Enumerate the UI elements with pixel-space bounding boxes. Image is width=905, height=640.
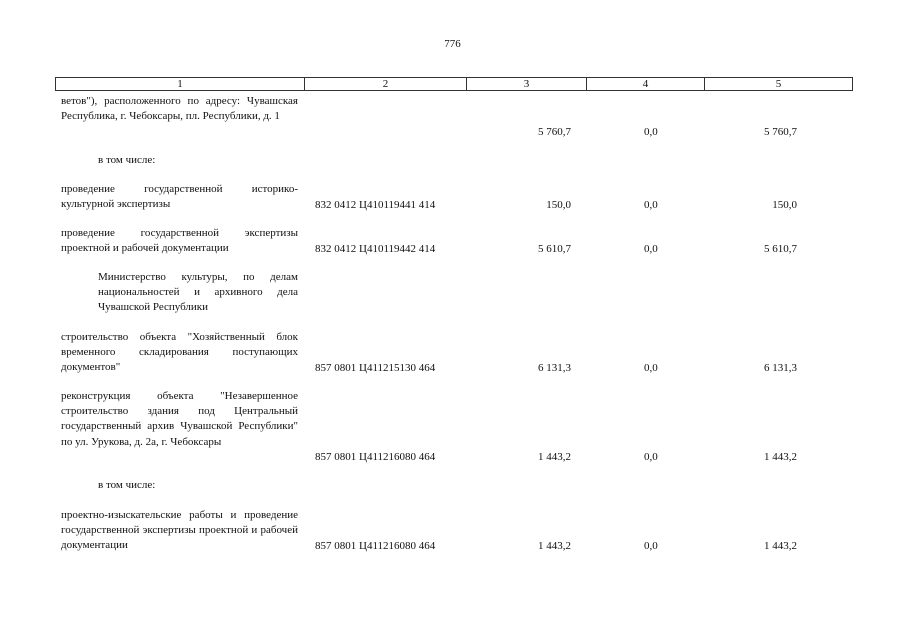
- column-header-2: 2: [304, 78, 466, 90]
- table-row: [0, 153, 905, 168]
- table-row: [0, 389, 905, 465]
- row-description: проведение государственной историко-культурной экспертизы: [61, 183, 298, 211]
- row-description: реконструкция объекта "Незавершенное строительство здания под Центральный государственный архив Чувашской Республики" по ул. Урукова, д. 2а, г. Чебоксары: [61, 390, 298, 448]
- column-header-4: 4: [586, 78, 704, 90]
- row-value-col4: 0,0: [644, 362, 658, 374]
- row-description: проведение государственной экспертизы проектной и рабочей документации: [61, 227, 298, 255]
- row-value-col5: 1 443,2: [764, 451, 797, 463]
- table-row: [0, 330, 905, 376]
- row-value-col4: 0,0: [644, 243, 658, 255]
- row-description: в том числе:: [98, 479, 156, 491]
- row-value-col3: 5 760,7: [538, 126, 571, 138]
- row-value-col3: 150,0: [546, 199, 571, 211]
- table-row: [0, 226, 905, 257]
- row-value-col4: 0,0: [644, 126, 658, 138]
- row-value-col4: 0,0: [644, 451, 658, 463]
- row-code: 857 0801 Ц411216080 464: [315, 540, 436, 552]
- row-description: проектно-изыскательские работы и проведение государственной экспертизы проектной и рабочей документации: [61, 509, 298, 552]
- row-description: строительство объекта "Хозяйственный блок временного складирования поступающих документов": [61, 331, 298, 374]
- row-value-col5: 5 610,7: [764, 243, 797, 255]
- row-value-col3: 1 443,2: [538, 540, 571, 552]
- column-header-5: 5: [704, 78, 852, 90]
- row-code: 832 0412 Ц410119441 414: [315, 199, 436, 211]
- row-code: 857 0801 Ц411215130 464: [315, 362, 436, 374]
- row-code: 857 0801 Ц411216080 464: [315, 451, 436, 463]
- table-row: [0, 508, 905, 554]
- row-value-col5: 1 443,2: [764, 540, 797, 552]
- ministry-heading: Министерство культуры, по делам национальностей и архивного дела Чувашской Республики: [98, 271, 298, 314]
- row-value-col4: 0,0: [644, 199, 658, 211]
- row-description: ветов"), расположенного по адресу: Чувашская Республика, г. Чебоксары, пл. Республики, д. 1: [61, 95, 298, 123]
- row-description: в том числе:: [98, 154, 156, 166]
- table-row: [0, 478, 905, 493]
- row-code: 832 0412 Ц410119442 414: [315, 243, 436, 255]
- table-row: [0, 182, 905, 213]
- column-header-3: 3: [466, 78, 586, 90]
- row-value-col5: 150,0: [772, 199, 797, 211]
- row-value-col4: 0,0: [644, 540, 658, 552]
- row-value-col3: 5 610,7: [538, 243, 571, 255]
- page-number: 776: [444, 38, 461, 50]
- table-row: [0, 94, 905, 140]
- table-row: [0, 270, 905, 316]
- row-value-col5: 5 760,7: [764, 126, 797, 138]
- row-value-col3: 1 443,2: [538, 451, 571, 463]
- row-value-col3: 6 131,3: [538, 362, 571, 374]
- row-value-col5: 6 131,3: [764, 362, 797, 374]
- table-header-row: [55, 77, 853, 91]
- column-header-1: 1: [177, 78, 183, 90]
